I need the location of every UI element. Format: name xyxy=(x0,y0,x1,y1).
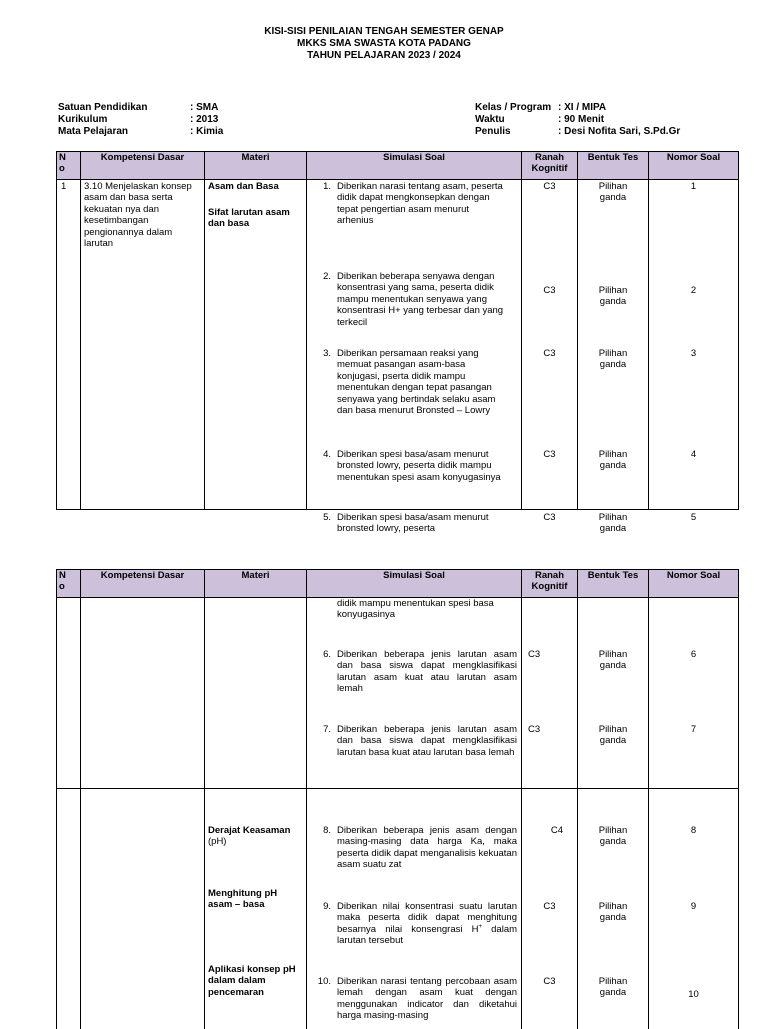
nomor-value: 7 xyxy=(649,724,738,735)
col-header-simulasi: Simulasi Soal xyxy=(307,152,522,180)
nomor-value: 9 xyxy=(649,901,738,912)
soal-number: 3. xyxy=(311,348,331,359)
col-header-no: N o xyxy=(57,570,81,598)
bentuk-value: Pilihan ganda xyxy=(592,449,634,472)
soal-text: Diberikan beberapa jenis larutan asam dan basa siswa dapat mengklasifikasi larutan basa kuat atau larutan basa lemah xyxy=(337,724,517,758)
soal-number: 5. xyxy=(311,512,331,523)
col-header-kd: Kompetensi Dasar xyxy=(81,152,205,180)
info-satuan-value: : SMA xyxy=(190,102,218,114)
soal-text: Diberikan spesi basa/asam menurut bronsted lowry, peserta xyxy=(337,512,505,535)
col-header-bentuk: Bentuk Tes xyxy=(578,152,649,180)
soal-number: 10. xyxy=(311,976,331,987)
simulasi-cell xyxy=(307,598,522,789)
col-header-ranah: Ranah Kognitif xyxy=(522,570,578,598)
ranah-value: C3 xyxy=(528,724,540,735)
bentuk-value: Pilihan ganda xyxy=(592,825,634,848)
col-header-simulasi: Simulasi Soal xyxy=(307,570,522,598)
info-waktu-label: Waktu xyxy=(475,114,505,126)
bentuk-value: Pilihan ganda xyxy=(592,901,634,924)
soal-number: 7. xyxy=(311,724,331,735)
doc-title-line1: KISI-SISI PENILAIAN TENGAH SEMESTER GENAP xyxy=(0,26,768,38)
nomor-value: 2 xyxy=(649,285,738,296)
info-kurikulum-value: : 2013 xyxy=(190,114,218,126)
soal-text: Diberikan beberapa jenis larutan asam dan basa siswa dapat mengklasifikasi larutan asam kuat atau larutan asam lemah xyxy=(337,649,517,695)
info-satuan-label: Satuan Pendidikan xyxy=(58,102,147,114)
row-number: 1 xyxy=(61,181,66,192)
ranah-value: C3 xyxy=(522,285,577,296)
nomor-value: 8 xyxy=(649,825,738,836)
kisi-table-page1 xyxy=(56,151,739,510)
bentuk-value: Pilihan ganda xyxy=(592,976,634,999)
doc-title-line3: TAHUN PELAJARAN 2023 / 2024 xyxy=(0,50,768,62)
ranah-value: C3 xyxy=(528,649,540,660)
materi-cell xyxy=(205,180,307,510)
nomor-value: 6 xyxy=(649,649,738,660)
bentuk-value: Pilihan ganda xyxy=(592,649,634,672)
bentuk-value: Pilihan ganda xyxy=(592,724,634,747)
nomor-value: 10 xyxy=(649,989,738,1000)
soal-text: Diberikan persamaan reaksi yang memuat pasangan asam-basa konjugasi, pserta didik mampu menentukan dengan tepat pasangan senyawa yang bertindak selaku asam dan basa menurut Bronsted – Lowry xyxy=(337,348,509,416)
soal-number: 6. xyxy=(311,649,331,660)
kd-cell xyxy=(81,789,205,1029)
materi-cell xyxy=(205,789,307,1029)
ranah-cell xyxy=(522,598,578,789)
bentuk-value: Pilihan ganda xyxy=(592,348,634,371)
soal-text: Diberikan narasi tentang percobaan asam lemah dengan asam kuat dengan menggunakan indicator dan diketahui harga masing-masing xyxy=(337,976,517,1022)
ranah-value: C3 xyxy=(522,348,577,359)
soal-text: Diberikan spesi basa/asam menurut bronsted lowry, peserta didik mampu menentukan spesi asam konyugasinya xyxy=(337,449,505,483)
kd-cell xyxy=(81,180,205,510)
ranah-value: C3 xyxy=(522,449,577,460)
ranah-value: C3 xyxy=(522,976,577,987)
bentuk-value: Pilihan ganda xyxy=(592,512,634,535)
nomor-value: 3 xyxy=(649,348,738,359)
materi-derajat-keasaman: Derajat Keasaman (pH) xyxy=(208,825,296,848)
ranah-value: C3 xyxy=(522,512,577,523)
col-header-no: N o xyxy=(57,152,81,180)
bentuk-cell xyxy=(578,180,649,510)
bentuk-value: Pilihan ganda xyxy=(592,181,634,204)
soal-text: Diberikan beberapa senyawa dengan konsentrasi yang sama, peserta didik mampu menentukan senyawa yang konsentrasi H+ yang terbesar dan yang terkecil xyxy=(337,271,513,328)
col-header-kd: Kompetensi Dasar xyxy=(81,570,205,598)
nomor-cell xyxy=(649,180,739,510)
materi-asam-basa: Asam dan Basa xyxy=(208,181,303,192)
col-header-materi: Materi xyxy=(205,152,307,180)
info-mapel-label: Mata Pelajaran xyxy=(58,126,128,138)
doc-title-line2: MKKS SMA SWASTA KOTA PADANG xyxy=(0,38,768,50)
ranah-cell xyxy=(522,789,578,1029)
materi-sifat-larutan: Sifat larutan asam dan basa xyxy=(208,207,294,230)
materi-menghitung-ph: Menghitung pH asam – basa xyxy=(208,888,296,911)
ranah-value: C3 xyxy=(522,181,577,192)
row-number-cell xyxy=(57,180,81,510)
nomor-value: 4 xyxy=(649,449,738,460)
soal-number: 2. xyxy=(311,271,331,282)
col-header-ranah: Ranah Kognitif xyxy=(522,152,578,180)
info-penulis-value: : Desi Nofita Sari, S.Pd.Gr xyxy=(558,126,680,138)
simulasi-cell xyxy=(307,789,522,1029)
soal-number: 8. xyxy=(311,825,331,836)
nomor-value: 5 xyxy=(649,512,738,523)
simulasi-cell xyxy=(307,180,522,510)
bentuk-cell xyxy=(578,598,649,789)
soal-number: 9. xyxy=(311,901,331,912)
soal-text: Diberikan narasi tentang asam, peserta didik dapat mengkonsepkan dengan tepat pengertian asam menurut arhenius xyxy=(337,181,505,227)
ranah-value: C4 xyxy=(551,825,563,836)
materi-cell xyxy=(205,598,307,789)
table-header-row xyxy=(57,570,739,598)
soal-number: 4. xyxy=(311,449,331,460)
info-penulis-label: Penulis xyxy=(475,126,511,138)
materi-aplikasi-ph: Aplikasi konsep pH dalam dalam pencemaran xyxy=(208,964,300,998)
kompetensi-dasar-text: 3.10 Menjelaskan konsep asam dan basa serta kekuatan nya dan kesetimbangan pengionannya dalam larutan xyxy=(84,181,201,249)
col-header-bentuk: Bentuk Tes xyxy=(578,570,649,598)
ranah-value: C3 xyxy=(522,901,577,912)
bentuk-value: Pilihan ganda xyxy=(592,285,634,308)
nomor-value: 1 xyxy=(649,181,738,192)
nomor-cell xyxy=(649,789,739,1029)
info-mapel-value: : Kimia xyxy=(190,126,223,138)
kisi-table-page2 xyxy=(56,569,739,1029)
soal-text: Diberikan nilai konsentrasi suatu larutan maka peserta didik dapat menghitung besarnya nilai konsengrasi H+ dalam larutan tersebut xyxy=(337,901,517,947)
info-kelas-label: Kelas / Program xyxy=(475,102,551,114)
table-row xyxy=(57,598,739,789)
table-row xyxy=(57,180,739,510)
soal-continuation: didik mampu menentukan spesi basa konyugasinya xyxy=(337,598,505,621)
nomor-cell xyxy=(649,598,739,789)
soal-text: Diberikan beberapa jenis asam dengan masing-masing data harga Ka, maka peserta didik dapat menganalisis kekuatan asam suatu zat xyxy=(337,825,517,871)
col-header-nomor: Nomor Soal xyxy=(649,570,739,598)
row-number-cell xyxy=(57,598,81,789)
soal-number: 1. xyxy=(311,181,331,192)
info-kelas-value: : XI / MIPA xyxy=(558,102,606,114)
col-header-nomor: Nomor Soal xyxy=(649,152,739,180)
kd-cell xyxy=(81,598,205,789)
bentuk-cell xyxy=(578,789,649,1029)
row-number-cell xyxy=(57,789,81,1029)
info-kurikulum-label: Kurikulum xyxy=(58,114,107,126)
ranah-cell xyxy=(522,180,578,510)
col-header-materi: Materi xyxy=(205,570,307,598)
table-header-row xyxy=(57,152,739,180)
info-waktu-value: : 90 Menit xyxy=(558,114,604,126)
table-row xyxy=(57,789,739,1029)
